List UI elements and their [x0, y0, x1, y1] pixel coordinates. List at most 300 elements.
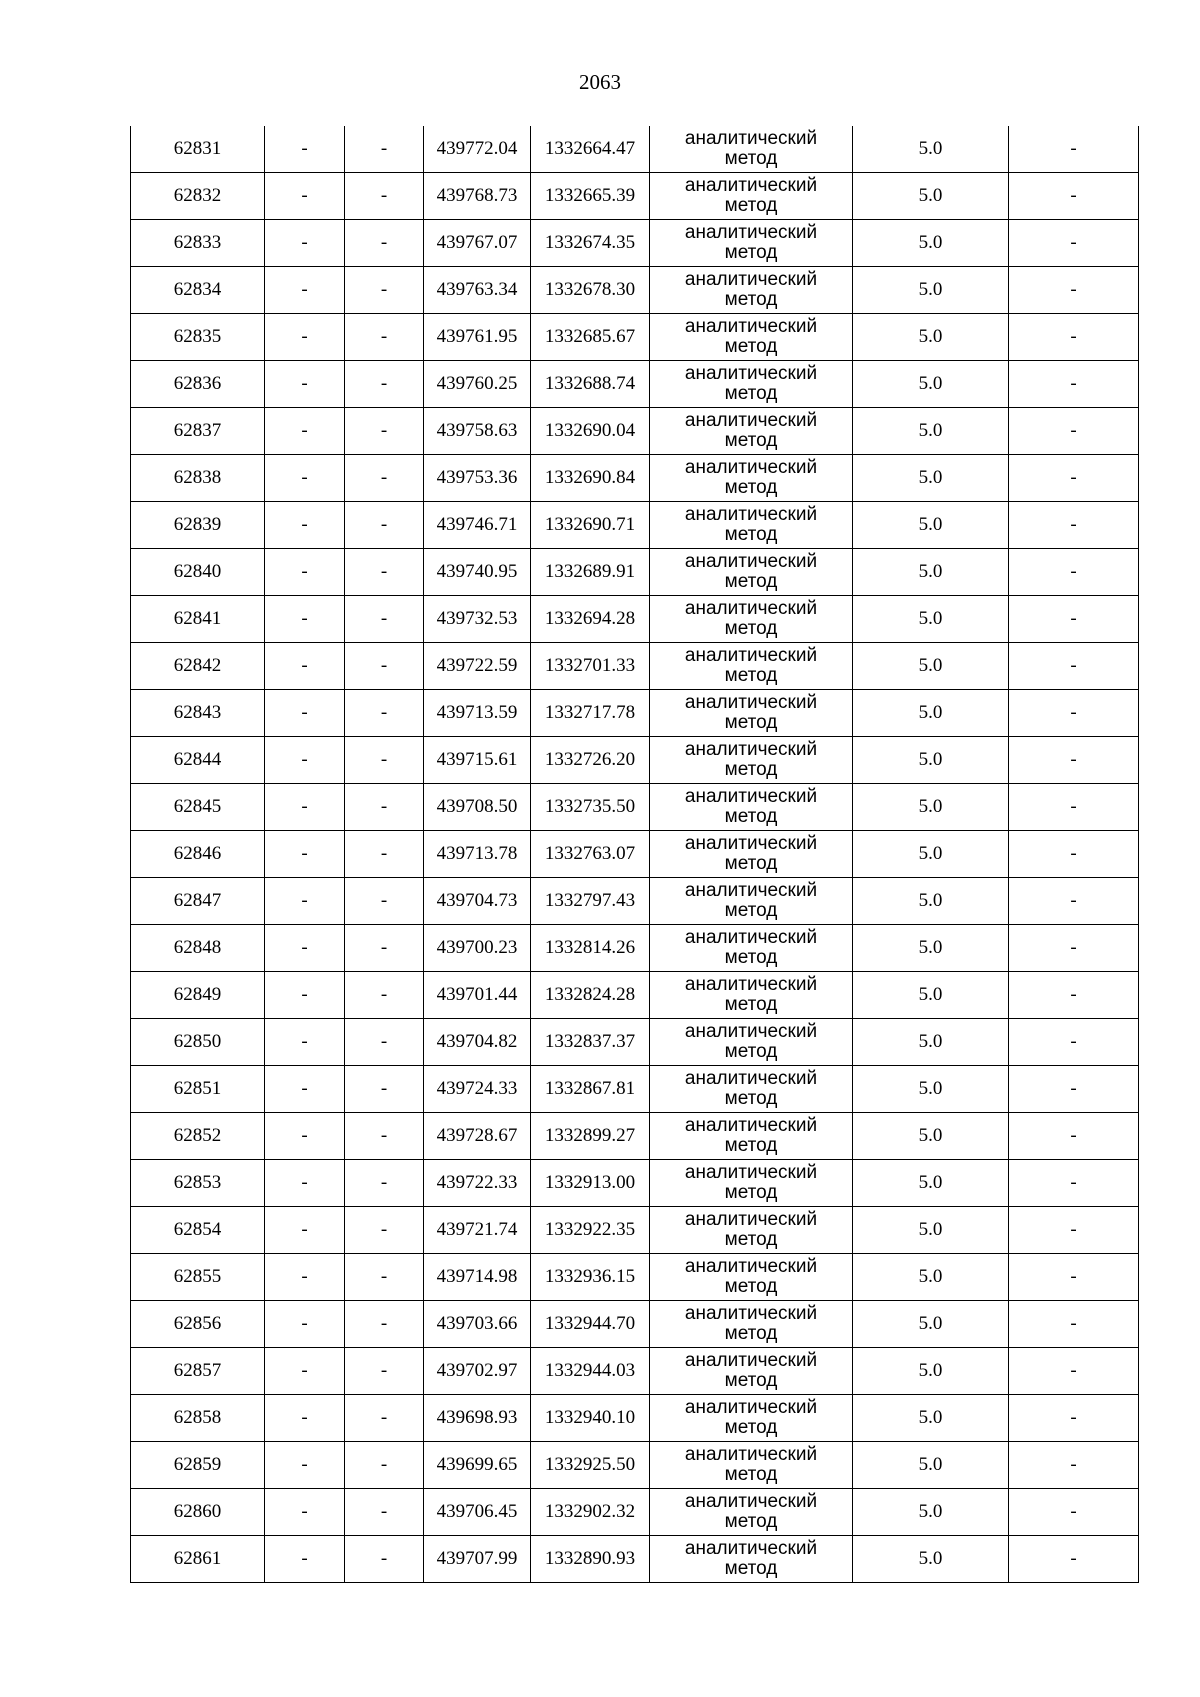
method-text: аналитический: [684, 1209, 818, 1230]
empty-value-cell: -: [1009, 1489, 1139, 1536]
table-row: [131, 549, 1139, 596]
precision-cell: 5.0: [853, 831, 1009, 878]
table-row: [131, 502, 1139, 549]
method-text: метод: [724, 1135, 778, 1156]
coordinate-x-cell: 439722.59: [424, 643, 531, 690]
method-text: метод: [724, 665, 778, 686]
method-text: аналитический: [684, 175, 818, 196]
method-text: метод: [724, 571, 778, 592]
empty-value-cell: -: [1009, 220, 1139, 267]
empty-value-cell: -: [1009, 1207, 1139, 1254]
precision-cell: 5.0: [853, 784, 1009, 831]
method-text: аналитический: [684, 645, 818, 666]
method-text: аналитический: [684, 786, 818, 807]
method-cell: [650, 549, 853, 596]
precision-cell: 5.0: [853, 1019, 1009, 1066]
method-cell: [650, 314, 853, 361]
page-number: 2063: [579, 70, 621, 94]
table-row: [131, 220, 1139, 267]
precision-cell: 5.0: [853, 455, 1009, 502]
empty-value-cell: -: [345, 1395, 424, 1442]
method-text: метод: [724, 1276, 778, 1297]
precision-cell: 5.0: [853, 1442, 1009, 1489]
empty-value-cell: -: [345, 502, 424, 549]
coordinate-x-cell: 439724.33: [424, 1066, 531, 1113]
method-text: метод: [724, 1558, 778, 1579]
method-text: аналитический: [684, 316, 818, 337]
precision-cell: 5.0: [853, 1536, 1009, 1583]
method-cell: [650, 173, 853, 220]
method-text: аналитический: [684, 222, 818, 243]
coordinate-y-cell: 1332735.50: [531, 784, 650, 831]
coordinate-x-cell: 439708.50: [424, 784, 531, 831]
point-number-cell: 62853: [131, 1160, 265, 1207]
method-cell: [650, 1442, 853, 1489]
method-text: метод: [724, 477, 778, 498]
method-text: аналитический: [684, 1256, 818, 1277]
coordinate-x-cell: 439707.99: [424, 1536, 531, 1583]
precision-cell: 5.0: [853, 878, 1009, 925]
coordinate-y-cell: 1332940.10: [531, 1395, 650, 1442]
empty-value-cell: -: [345, 1301, 424, 1348]
empty-value-cell: -: [345, 1254, 424, 1301]
empty-value-cell: -: [265, 126, 345, 173]
point-number-cell: 62856: [131, 1301, 265, 1348]
empty-value-cell: -: [1009, 1301, 1139, 1348]
precision-cell: 5.0: [853, 643, 1009, 690]
coordinates-table: [130, 126, 1139, 1583]
precision-cell: 5.0: [853, 1348, 1009, 1395]
method-cell: [650, 737, 853, 784]
point-number-cell: 62847: [131, 878, 265, 925]
method-text: метод: [724, 336, 778, 357]
method-text: метод: [724, 383, 778, 404]
method-text: метод: [724, 806, 778, 827]
empty-value-cell: -: [1009, 267, 1139, 314]
point-number-cell: 62850: [131, 1019, 265, 1066]
coordinate-x-cell: 439722.33: [424, 1160, 531, 1207]
method-cell: [650, 831, 853, 878]
coordinate-y-cell: 1332701.33: [531, 643, 650, 690]
empty-value-cell: -: [1009, 596, 1139, 643]
empty-value-cell: -: [345, 1066, 424, 1113]
method-cell: [650, 1254, 853, 1301]
table-row: [131, 878, 1139, 925]
empty-value-cell: -: [265, 690, 345, 737]
method-cell: [650, 596, 853, 643]
method-cell: [650, 502, 853, 549]
point-number-cell: 62832: [131, 173, 265, 220]
empty-value-cell: -: [345, 408, 424, 455]
point-number-cell: 62859: [131, 1442, 265, 1489]
coordinate-y-cell: 1332763.07: [531, 831, 650, 878]
empty-value-cell: -: [1009, 173, 1139, 220]
coordinate-x-cell: 439699.65: [424, 1442, 531, 1489]
empty-value-cell: -: [1009, 126, 1139, 173]
point-number-cell: 62843: [131, 690, 265, 737]
coordinate-y-cell: 1332925.50: [531, 1442, 650, 1489]
empty-value-cell: -: [265, 1019, 345, 1066]
table-row: [131, 408, 1139, 455]
empty-value-cell: -: [1009, 1113, 1139, 1160]
precision-cell: 5.0: [853, 126, 1009, 173]
table-row: [131, 1254, 1139, 1301]
point-number-cell: 62857: [131, 1348, 265, 1395]
empty-value-cell: -: [1009, 1066, 1139, 1113]
point-number-cell: 62848: [131, 925, 265, 972]
point-number-cell: 62849: [131, 972, 265, 1019]
coordinate-x-cell: 439715.61: [424, 737, 531, 784]
method-text: аналитический: [684, 692, 818, 713]
empty-value-cell: -: [1009, 502, 1139, 549]
coordinate-y-cell: 1332837.37: [531, 1019, 650, 1066]
empty-value-cell: -: [1009, 1160, 1139, 1207]
empty-value-cell: -: [265, 925, 345, 972]
empty-value-cell: -: [265, 455, 345, 502]
method-text: аналитический: [684, 598, 818, 619]
coordinate-y-cell: 1332694.28: [531, 596, 650, 643]
coordinate-y-cell: 1332890.93: [531, 1536, 650, 1583]
table-row: [131, 361, 1139, 408]
method-cell: [650, 1348, 853, 1395]
empty-value-cell: -: [1009, 690, 1139, 737]
method-text: метод: [724, 524, 778, 545]
method-cell: [650, 690, 853, 737]
empty-value-cell: -: [345, 1019, 424, 1066]
coordinate-y-cell: 1332690.71: [531, 502, 650, 549]
method-text: метод: [724, 1464, 778, 1485]
coordinate-y-cell: 1332688.74: [531, 361, 650, 408]
method-cell: [650, 972, 853, 1019]
coordinate-x-cell: 439746.71: [424, 502, 531, 549]
empty-value-cell: -: [265, 1254, 345, 1301]
table-row: [131, 972, 1139, 1019]
point-number-cell: 62854: [131, 1207, 265, 1254]
coordinate-x-cell: 439721.74: [424, 1207, 531, 1254]
empty-value-cell: -: [265, 1395, 345, 1442]
table-row: [131, 173, 1139, 220]
precision-cell: 5.0: [853, 549, 1009, 596]
method-text: аналитический: [684, 1444, 818, 1465]
empty-value-cell: -: [1009, 1395, 1139, 1442]
method-cell: [650, 220, 853, 267]
method-cell: [650, 126, 853, 173]
point-number-cell: 62842: [131, 643, 265, 690]
method-cell: [650, 1160, 853, 1207]
empty-value-cell: -: [345, 126, 424, 173]
table-row: [131, 1019, 1139, 1066]
table-row: [131, 925, 1139, 972]
empty-value-cell: -: [1009, 1348, 1139, 1395]
table-body: [131, 126, 1139, 1583]
point-number-cell: 62831: [131, 126, 265, 173]
precision-cell: 5.0: [853, 408, 1009, 455]
method-cell: [650, 643, 853, 690]
coordinate-x-cell: 439704.82: [424, 1019, 531, 1066]
empty-value-cell: -: [1009, 549, 1139, 596]
empty-value-cell: -: [345, 314, 424, 361]
method-text: аналитический: [684, 927, 818, 948]
point-number-cell: 62861: [131, 1536, 265, 1583]
coordinate-y-cell: 1332678.30: [531, 267, 650, 314]
precision-cell: 5.0: [853, 1254, 1009, 1301]
empty-value-cell: -: [265, 502, 345, 549]
method-cell: [650, 1489, 853, 1536]
method-text: метод: [724, 1511, 778, 1532]
method-text: метод: [724, 1182, 778, 1203]
empty-value-cell: -: [345, 1113, 424, 1160]
coordinate-x-cell: 439703.66: [424, 1301, 531, 1348]
coordinate-x-cell: 439758.63: [424, 408, 531, 455]
precision-cell: 5.0: [853, 361, 1009, 408]
coordinate-y-cell: 1332674.35: [531, 220, 650, 267]
coordinate-y-cell: 1332824.28: [531, 972, 650, 1019]
empty-value-cell: -: [265, 361, 345, 408]
coordinate-y-cell: 1332944.03: [531, 1348, 650, 1395]
table-row: [131, 1536, 1139, 1583]
table-row: [131, 1489, 1139, 1536]
method-text: метод: [724, 148, 778, 169]
precision-cell: 5.0: [853, 596, 1009, 643]
table-row: [131, 1113, 1139, 1160]
coordinate-x-cell: 439760.25: [424, 361, 531, 408]
precision-cell: 5.0: [853, 1207, 1009, 1254]
coordinate-x-cell: 439740.95: [424, 549, 531, 596]
method-text: аналитический: [684, 457, 818, 478]
point-number-cell: 62851: [131, 1066, 265, 1113]
method-text: аналитический: [684, 1397, 818, 1418]
empty-value-cell: -: [345, 549, 424, 596]
empty-value-cell: -: [1009, 878, 1139, 925]
method-text: аналитический: [684, 1115, 818, 1136]
method-cell: [650, 1019, 853, 1066]
method-cell: [650, 1113, 853, 1160]
empty-value-cell: -: [1009, 831, 1139, 878]
method-cell: [650, 784, 853, 831]
method-text: метод: [724, 242, 778, 263]
empty-value-cell: -: [1009, 784, 1139, 831]
method-cell: [650, 267, 853, 314]
coordinate-y-cell: 1332797.43: [531, 878, 650, 925]
method-cell: [650, 1207, 853, 1254]
empty-value-cell: -: [1009, 361, 1139, 408]
method-cell: [650, 408, 853, 455]
method-text: аналитический: [684, 504, 818, 525]
coordinate-x-cell: 439713.78: [424, 831, 531, 878]
empty-value-cell: -: [265, 220, 345, 267]
empty-value-cell: -: [1009, 1019, 1139, 1066]
empty-value-cell: -: [345, 1536, 424, 1583]
empty-value-cell: -: [345, 220, 424, 267]
precision-cell: 5.0: [853, 1301, 1009, 1348]
empty-value-cell: -: [265, 878, 345, 925]
coordinate-y-cell: 1332936.15: [531, 1254, 650, 1301]
empty-value-cell: -: [265, 173, 345, 220]
point-number-cell: 62844: [131, 737, 265, 784]
method-text: метод: [724, 1323, 778, 1344]
point-number-cell: 62855: [131, 1254, 265, 1301]
empty-value-cell: -: [265, 1536, 345, 1583]
empty-value-cell: -: [265, 1207, 345, 1254]
empty-value-cell: -: [1009, 455, 1139, 502]
method-cell: [650, 1536, 853, 1583]
table-row: [131, 643, 1139, 690]
method-text: аналитический: [684, 1068, 818, 1089]
empty-value-cell: -: [265, 596, 345, 643]
precision-cell: 5.0: [853, 267, 1009, 314]
empty-value-cell: -: [345, 690, 424, 737]
precision-cell: 5.0: [853, 1113, 1009, 1160]
precision-cell: 5.0: [853, 972, 1009, 1019]
empty-value-cell: -: [345, 643, 424, 690]
table-row: [131, 737, 1139, 784]
coordinate-y-cell: 1332899.27: [531, 1113, 650, 1160]
coordinate-y-cell: 1332867.81: [531, 1066, 650, 1113]
method-text: аналитический: [684, 363, 818, 384]
coordinate-y-cell: 1332726.20: [531, 737, 650, 784]
coordinate-x-cell: 439772.04: [424, 126, 531, 173]
method-text: метод: [724, 1041, 778, 1062]
method-text: аналитический: [684, 1538, 818, 1559]
coordinate-x-cell: 439700.23: [424, 925, 531, 972]
method-text: аналитический: [684, 974, 818, 995]
precision-cell: 5.0: [853, 925, 1009, 972]
method-cell: [650, 361, 853, 408]
method-text: метод: [724, 430, 778, 451]
coordinate-x-cell: 439714.98: [424, 1254, 531, 1301]
method-text: аналитический: [684, 1350, 818, 1371]
empty-value-cell: -: [265, 737, 345, 784]
point-number-cell: 62841: [131, 596, 265, 643]
empty-value-cell: -: [265, 1489, 345, 1536]
method-text: метод: [724, 853, 778, 874]
empty-value-cell: -: [1009, 972, 1139, 1019]
coordinate-y-cell: 1332690.84: [531, 455, 650, 502]
coordinate-y-cell: 1332717.78: [531, 690, 650, 737]
empty-value-cell: -: [345, 925, 424, 972]
table-row: [131, 267, 1139, 314]
coordinate-y-cell: 1332814.26: [531, 925, 650, 972]
empty-value-cell: -: [265, 972, 345, 1019]
table-row: [131, 1348, 1139, 1395]
empty-value-cell: -: [345, 1489, 424, 1536]
empty-value-cell: -: [1009, 1254, 1139, 1301]
empty-value-cell: -: [345, 878, 424, 925]
point-number-cell: 62839: [131, 502, 265, 549]
empty-value-cell: -: [265, 1160, 345, 1207]
method-text: аналитический: [684, 1303, 818, 1324]
method-cell: [650, 1066, 853, 1113]
point-number-cell: 62845: [131, 784, 265, 831]
empty-value-cell: -: [1009, 925, 1139, 972]
point-number-cell: 62836: [131, 361, 265, 408]
empty-value-cell: -: [265, 643, 345, 690]
empty-value-cell: -: [345, 173, 424, 220]
empty-value-cell: -: [265, 1066, 345, 1113]
point-number-cell: 62833: [131, 220, 265, 267]
method-text: аналитический: [684, 1162, 818, 1183]
empty-value-cell: -: [345, 784, 424, 831]
coordinate-y-cell: 1332685.67: [531, 314, 650, 361]
precision-cell: 5.0: [853, 690, 1009, 737]
method-cell: [650, 878, 853, 925]
coordinate-y-cell: 1332902.32: [531, 1489, 650, 1536]
table-row: [131, 831, 1139, 878]
empty-value-cell: -: [345, 361, 424, 408]
method-cell: [650, 1301, 853, 1348]
empty-value-cell: -: [345, 831, 424, 878]
coordinate-x-cell: 439713.59: [424, 690, 531, 737]
coordinate-x-cell: 439753.36: [424, 455, 531, 502]
coordinate-x-cell: 439767.07: [424, 220, 531, 267]
empty-value-cell: -: [265, 831, 345, 878]
method-text: аналитический: [684, 410, 818, 431]
empty-value-cell: -: [1009, 1536, 1139, 1583]
method-text: метод: [724, 994, 778, 1015]
empty-value-cell: -: [265, 1113, 345, 1160]
empty-value-cell: -: [345, 1442, 424, 1489]
empty-value-cell: -: [265, 408, 345, 455]
coordinate-x-cell: 439706.45: [424, 1489, 531, 1536]
point-number-cell: 62837: [131, 408, 265, 455]
empty-value-cell: -: [1009, 737, 1139, 784]
empty-value-cell: -: [1009, 314, 1139, 361]
empty-value-cell: -: [345, 596, 424, 643]
method-text: аналитический: [684, 739, 818, 760]
coordinate-y-cell: 1332664.47: [531, 126, 650, 173]
method-text: аналитический: [684, 269, 818, 290]
table-row: [131, 784, 1139, 831]
precision-cell: 5.0: [853, 502, 1009, 549]
table-row: [131, 1160, 1139, 1207]
table-row: [131, 596, 1139, 643]
coordinate-x-cell: 439728.67: [424, 1113, 531, 1160]
table-row: [131, 314, 1139, 361]
method-text: метод: [724, 618, 778, 639]
empty-value-cell: -: [345, 1348, 424, 1395]
method-cell: [650, 1395, 853, 1442]
coordinate-x-cell: 439732.53: [424, 596, 531, 643]
table-row: [131, 690, 1139, 737]
coordinate-x-cell: 439704.73: [424, 878, 531, 925]
empty-value-cell: -: [265, 549, 345, 596]
empty-value-cell: -: [1009, 1442, 1139, 1489]
method-text: метод: [724, 1417, 778, 1438]
method-text: аналитический: [684, 551, 818, 572]
coordinate-y-cell: 1332690.04: [531, 408, 650, 455]
method-text: метод: [724, 900, 778, 921]
method-text: метод: [724, 712, 778, 733]
coordinate-x-cell: 439702.97: [424, 1348, 531, 1395]
method-cell: [650, 455, 853, 502]
empty-value-cell: -: [265, 314, 345, 361]
point-number-cell: 62834: [131, 267, 265, 314]
precision-cell: 5.0: [853, 173, 1009, 220]
empty-value-cell: -: [265, 1301, 345, 1348]
empty-value-cell: -: [1009, 408, 1139, 455]
coordinate-x-cell: 439701.44: [424, 972, 531, 1019]
precision-cell: 5.0: [853, 314, 1009, 361]
precision-cell: 5.0: [853, 737, 1009, 784]
precision-cell: 5.0: [853, 1066, 1009, 1113]
point-number-cell: 62846: [131, 831, 265, 878]
method-text: аналитический: [684, 1491, 818, 1512]
precision-cell: 5.0: [853, 1160, 1009, 1207]
method-text: метод: [724, 947, 778, 968]
table-row: [131, 1207, 1139, 1254]
coordinate-x-cell: 439763.34: [424, 267, 531, 314]
method-cell: [650, 925, 853, 972]
